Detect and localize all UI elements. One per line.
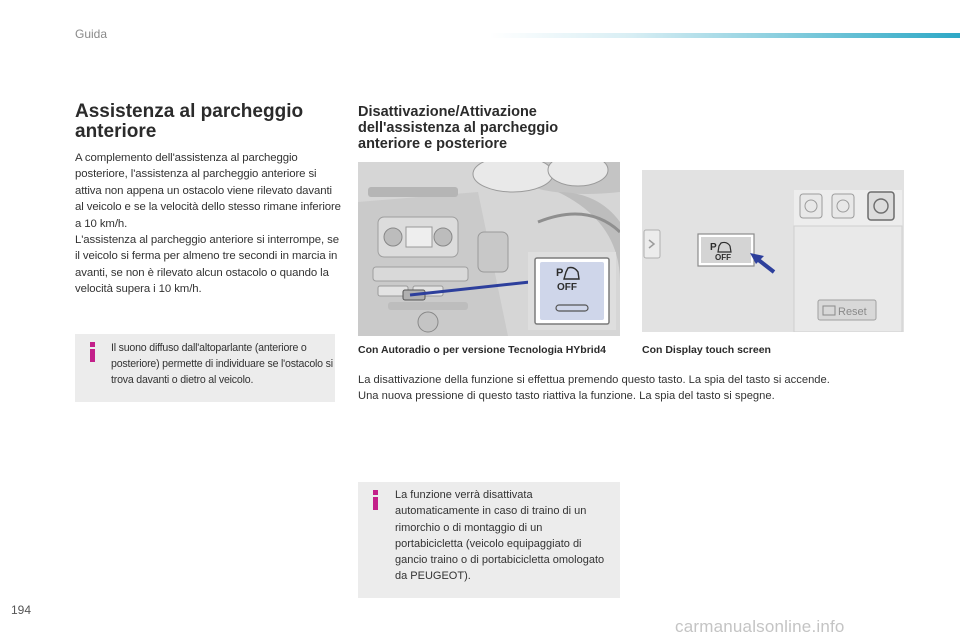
page-number: 194	[11, 603, 32, 617]
reset-label: Reset	[838, 306, 867, 318]
info-note-towing	[358, 482, 620, 598]
zoom-button-off: OFF	[557, 282, 577, 293]
caption-touchscreen: Con Display touch screen	[642, 344, 771, 356]
intro-text	[75, 150, 343, 298]
info-icon	[366, 490, 384, 516]
page-title: Assistenza al parcheggio anteriore	[75, 101, 304, 142]
info-note-sound	[75, 334, 335, 402]
zoom-button-p: P	[556, 267, 564, 279]
touchscreen-illustration	[642, 170, 904, 332]
caption-radio: Con Autoradio o per versione Tecnologia HYbrid4	[358, 344, 606, 356]
section-title: Disattivazione/Attivazione dell'assistenza al parcheggio anteriore e posteriore	[358, 104, 559, 152]
paragraph-2: L'assistenza al parcheggio anteriore si interrompe, se il veicolo si ferma per almeno tre secondi in marcia in avanti, se non è rilevato alcun ostacolo o quando la velocità supera i 10 km/h.	[75, 234, 339, 296]
touch-button-off: OFF	[715, 253, 731, 262]
header-bar	[490, 33, 960, 38]
section-label: Guida	[75, 27, 108, 41]
note-text: La funzione verrà disattivata automaticamente in caso di traino di un rimorchio o di montaggio di un portabicicletta (veicolo equipaggiato di gancio traino o di portabicicletta omologato da PEUGEOT).	[395, 489, 605, 583]
description-line-1: La disattivazione della funzione si effettua premendo questo tasto. La spia del tasto si accende.	[358, 374, 830, 386]
description-line-2: Una nuova pressione di questo tasto riattiva la funzione. La spia del tasto si spegne.	[358, 390, 775, 402]
note-text: Il suono diffuso dall'altoparlante (anteriore o posteriore) permette di individuare se l'ostacolo si trova davanti o dietro al veicolo.	[111, 342, 333, 386]
dashboard-illustration	[358, 162, 620, 336]
touch-button-p: P	[710, 242, 717, 253]
watermark: carmanualsonline.info	[675, 617, 845, 636]
info-icon	[83, 342, 101, 368]
description-text	[358, 372, 918, 404]
paragraph-1: A complemento dell'assistenza al parcheggio posteriore, l'assistenza al parcheggio anteriore si attiva non appena un ostacolo viene rilevato davanti al veicolo e se la velocità dello stesso rimane inferiore a 10 km/h.	[75, 152, 341, 230]
